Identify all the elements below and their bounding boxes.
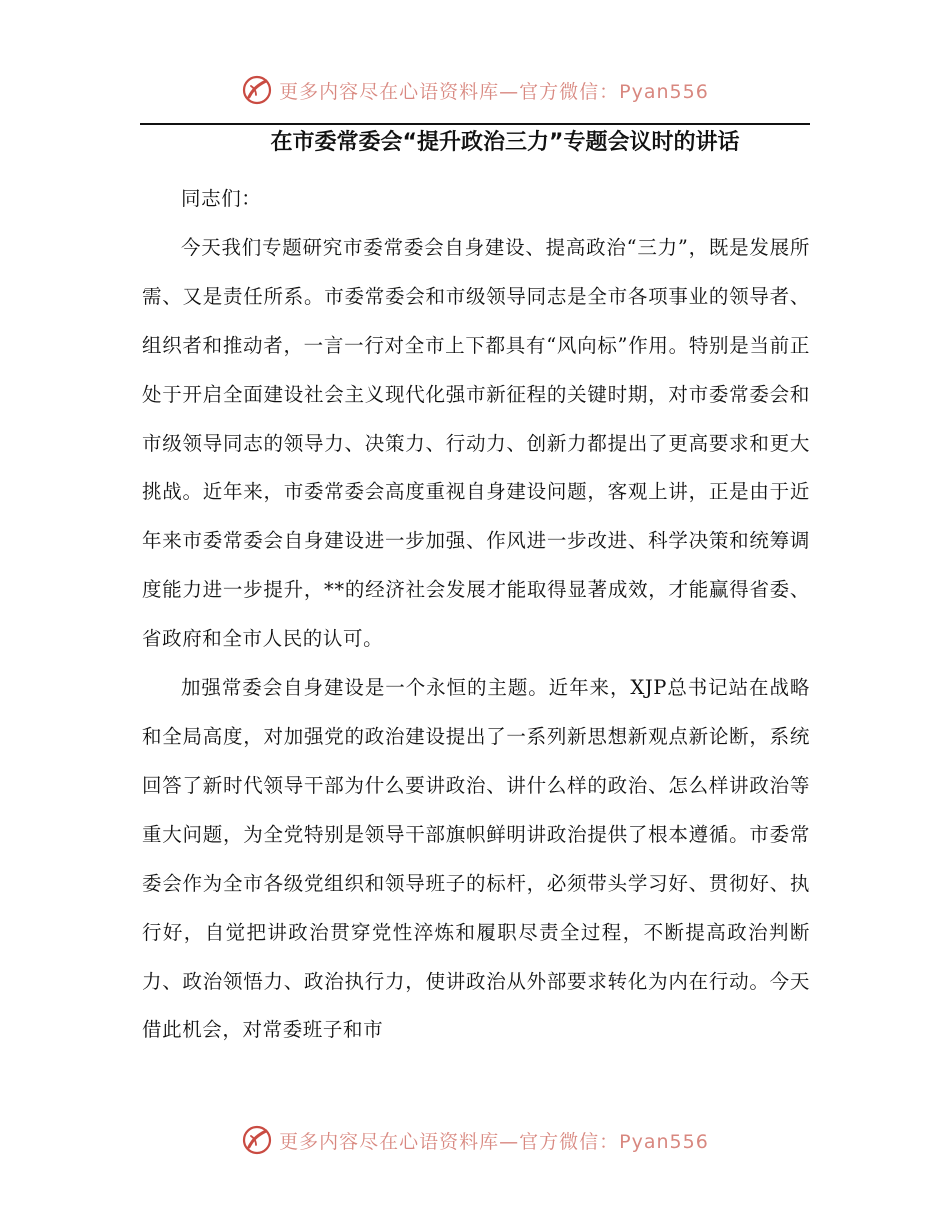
salutation: 同志们： <box>181 187 262 210</box>
footer-banner <box>0 1120 950 1160</box>
brush-logo-icon <box>241 74 273 106</box>
footer-banner-text: 更多内容尽在心语资料库—官方微信：Pyan556 <box>279 1130 709 1153</box>
page-title: 在市委常委会“提升政治三力”专题会议时的讲话 <box>270 130 740 155</box>
paragraph: 今天我们专题研究市委常委会自身建设、提高政治“三力”，既是发展所需、又是责任所系。市委常委会和市级领导同志是全市各项事业的领导者、组织者和推动者，一言一行对全市上下都具有“风向标”作用。特别是当前正处于开启全面建设社会主义现代化强市新征程的关键时期，对市委常委会和市级领导同志的领导力、决策力、行动力、创新力都提出了更高要求和更大挑战。近年来，市委常委会高度重视自身建设问题，客观上讲，正是由于近年来市委常委会自身建设进一步加强、作风进一步改进、科学决策和统筹调度能力进一步提升，**的经济社会发展才能取得显著成效，才能赢得省委、省政府和全市人民的认可。 <box>142 235 810 651</box>
paragraph: 加强常委会自身建设是一个永恒的主题。近年来，XJP总书记站在战略和全局高度，对加强党的政治建设提出了一系列新思想新观点新论断，系统回答了新时代领导干部为什么要讲政治、讲什么样的政治、怎么样讲政治等重大问题，为全党特别是领导干部旗帜鲜明讲政治提供了根本遵循。市委常委会作为全市各级党组织和领导班子的标杆，必须带头学习好、贯彻好、执行好，自觉把讲政治贯穿党性淬炼和履职尽责全过程，不断提高政治判断力、政治领悟力、政治执行力，使讲政治从外部要求转化为内在行动。今天借此机会，对常委班子和市 <box>142 676 810 1042</box>
header-banner <box>0 70 950 110</box>
brush-logo-icon <box>241 1124 273 1156</box>
header-banner-text: 更多内容尽在心语资料库—官方微信：Pyan556 <box>279 80 709 103</box>
header-rule <box>140 123 810 125</box>
document-body <box>142 175 810 1055</box>
